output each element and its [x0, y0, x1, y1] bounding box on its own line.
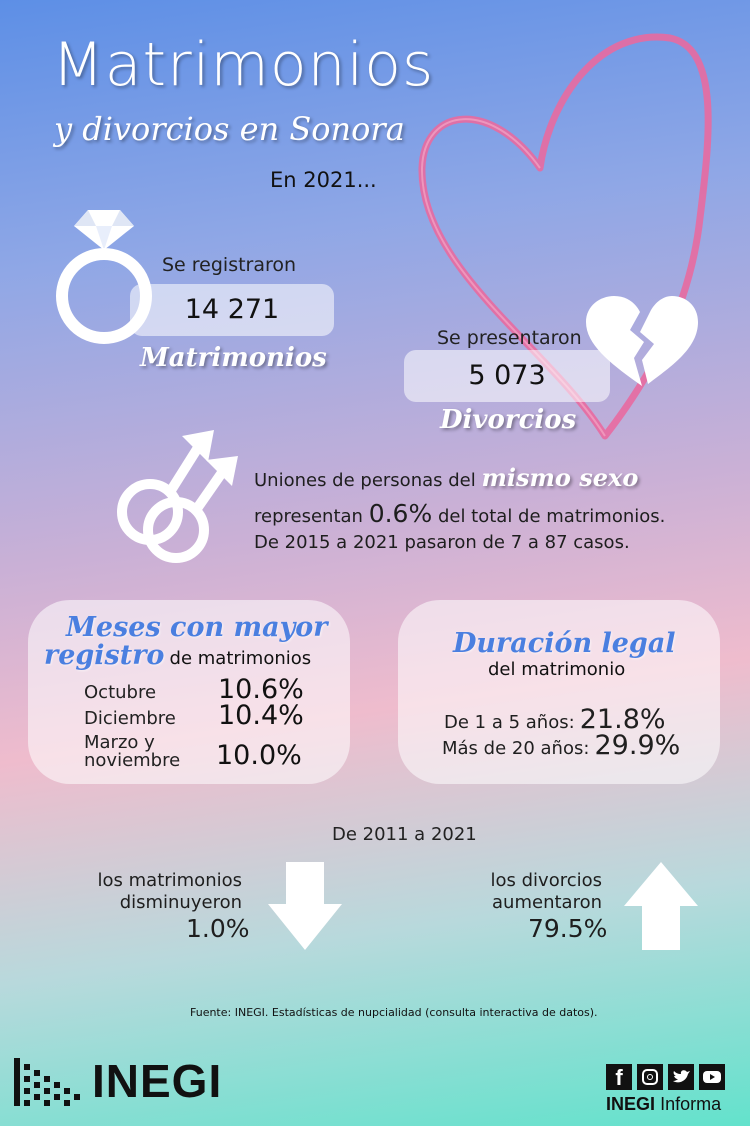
youtube-icon[interactable] [699, 1064, 725, 1090]
inegi-logo-icon [14, 1058, 84, 1106]
marriages-caption: Matrimonios [140, 343, 327, 373]
duration-row [442, 730, 680, 761]
page-title: Matrimonios [52, 30, 435, 100]
same-sex-line2-prefix: representan [254, 506, 363, 527]
brand-light: Informa [660, 1094, 722, 1114]
duration-card-title: Duración legal [453, 628, 676, 659]
twitter-icon[interactable] [668, 1064, 694, 1090]
month-name: Diciembre [84, 708, 176, 729]
duration-percent: 29.9% [594, 730, 681, 761]
months-card-title-word: registro [44, 640, 165, 671]
marriages-trend-line2: disminuyeron [119, 892, 242, 913]
instagram-icon[interactable] [637, 1064, 663, 1090]
marriages-value: 14 271 [130, 284, 334, 336]
marriages-trend-value: 1.0% [186, 914, 250, 943]
source-note: Fuente: INEGI. Estadísticas de nupcialidad (consulta interactiva de datos). [190, 1006, 598, 1019]
brand-bold: INEGI [606, 1094, 656, 1114]
arrow-down-icon [266, 860, 344, 952]
month-percent: 10.6% [218, 674, 304, 705]
divorces-trend-line2: aumentaron [492, 892, 602, 913]
divorces-trend-line1: los divorcios [490, 870, 602, 891]
same-sex-highlight: mismo sexo [481, 463, 639, 492]
same-sex-line3: De 2015 a 2021 pasaron de 7 a 87 casos. [254, 532, 630, 553]
months-card-title-line2 [44, 640, 311, 671]
marriages-label: Se registraron [162, 254, 297, 276]
months-card-title-suffix: de matrimonios [169, 648, 312, 669]
month-name: Marzo y noviembre [84, 732, 181, 771]
same-sex-line2-suffix: del total de matrimonios. [437, 506, 666, 527]
duration-percent: 21.8% [579, 704, 666, 735]
divorces-value: 5 073 [404, 350, 610, 402]
facebook-icon[interactable]: f [606, 1064, 632, 1090]
inegi-informa-brand [606, 1094, 721, 1115]
duration-label: Más de 20 años: [442, 738, 590, 759]
same-sex-prefix: Uniones de personas del [254, 470, 476, 491]
month-name: Octubre [84, 682, 157, 703]
month-percent: 10.4% [218, 700, 304, 731]
trend-period: De 2011 a 2021 [332, 824, 477, 845]
inegi-logo-text: INEGI [92, 1055, 223, 1107]
divorces-trend-value: 79.5% [528, 914, 608, 943]
duration-card-subtitle: del matrimonio [488, 659, 626, 680]
same-sex-line1 [254, 464, 734, 495]
page-subtitle: y divorcios en Sonora [54, 110, 405, 148]
duration-label: De 1 a 5 años: [444, 712, 575, 733]
year-intro: En 2021... [270, 168, 377, 192]
same-sex-symbol-icon [104, 428, 244, 568]
months-card-title-line1: Meses con mayor [66, 612, 328, 643]
month-percent: 10.0% [216, 740, 302, 771]
divorces-caption: Divorcios [440, 405, 577, 435]
same-sex-line2 [254, 500, 734, 531]
divorces-label: Se presentaron [437, 327, 582, 349]
arrow-up-icon [622, 860, 700, 952]
same-sex-percent: 0.6% [368, 499, 433, 528]
marriages-trend-line1: los matrimonios [97, 870, 242, 891]
social-icons [606, 1064, 725, 1090]
